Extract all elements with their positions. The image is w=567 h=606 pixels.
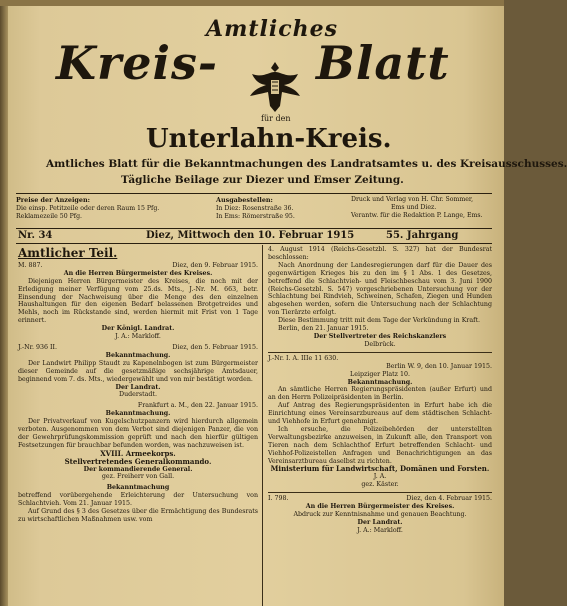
publisher-line-1: Druck und Verlag von H. Chr. Sommer, — [351, 196, 474, 203]
article-3-general: Der kommandierende General. — [83, 465, 193, 473]
info-bar — [16, 193, 492, 229]
right-decree: Nach Anordnung der Landesregierungen darf für die Dauer des gegenwärtigen Krieges bis zu den im § 1 Abs. 1 des Gesetzes, betreffend die Schlachtvieh- und Fleischbeschau vom 3. Juni 1900 (Reichs-Gesetzbl. S. 547) vorgeschriebenen Untersuchung vor der Schlachtung bei Rindvieh, Schweinen, Schafen, Ziegen und Hunden abgesehen werden, sofern die Untersuchung nach der Schlachtung von Tierärzte erfolgt. — [268, 261, 492, 317]
prices-line-1: Die einsp. Petitzeile oder deren Raum 15 Pfg. — [16, 205, 160, 212]
publisher-line-2: Ems und Diez. — [391, 204, 437, 211]
article-3-signature: gez. Freiherr von Gall. — [101, 473, 175, 481]
article-3-command: Stellvertretendes Generalkommando. — [64, 456, 212, 466]
article-3-body: Der Privatverkauf von Kugelschutzpanzern wird hierdurch allgemein verboten. Ausgenommen von dem Verbot sind diejenigen Panzer, die von der Gewehrprüfungskommission geprüft und nach den hierfür gültigen Festsetzungen für brauchbar befunden worden, was nachzuweisen ist. — [18, 418, 258, 449]
masthead-kreis: Kreis- — [56, 36, 218, 90]
article-4-type: Bekanntmachung — [106, 484, 170, 492]
issue-number: Nr. 34 — [18, 230, 53, 241]
masthead-subtitle-1: Amtliches Blatt für die Bekanntmachungen des Landratsamtes u. des Kreisausschusses. — [46, 158, 567, 170]
decree-b-ministry: Ministerium für Landwirtschaft, Domänen und Forsten. — [270, 464, 490, 474]
left-column — [18, 246, 258, 524]
issue-date: Diez, Mittwoch den 10. Februar 1915 — [146, 230, 355, 241]
dateline — [16, 229, 492, 244]
masthead — [16, 6, 567, 196]
decree-b-place: Leipziger Platz 10. — [350, 370, 410, 378]
article-2-sig-2: Duderstadt. — [119, 391, 157, 399]
decree-b-body-3: Ich ersuche, die Polizeibehörden der unterstellten Verwaltungsbezirke anzuweisen, in Zukunft alle, den Transport von Tieren nach dem Schlachthof Erfurt betreffenden Schlacht- und Viehhof-Polizeistellen Anfragen und Benachrichtigungen an das Vereinsarztbureau daselbst zu richten. — [268, 425, 492, 465]
outlets-title: Ausgabestellen: — [216, 196, 273, 204]
article-4-body-2: Auf Grund des § 3 des Gesetzes über die Ermächtigung des Bundesrats zu wirtschaftlichen Maßnahmen usw. vom — [18, 508, 258, 523]
info-prices — [16, 196, 166, 221]
decree-b-number: J.-Nr. I. A. IIIe 11 630. — [268, 354, 339, 362]
publisher-line-3: Verantw. für die Redaktion P. Lange, Ems. — [351, 212, 483, 219]
decree-b-date: Berlin W. 9, den 10. Januar 1915. — [386, 362, 492, 370]
masthead-subtitle-2: Tägliche Beilage zur Diezer und Emser Zeitung. — [121, 174, 404, 186]
article-1-number: M. 887. — [18, 261, 43, 269]
info-publisher — [351, 196, 492, 220]
decree-b-signature: gez. Käster. — [361, 481, 399, 489]
info-outlets — [216, 196, 346, 221]
eagle-crest-icon — [246, 58, 304, 116]
decree-b-ja: J. A. — [373, 473, 387, 481]
decree-c-sig-1: Der Landrat. — [357, 518, 403, 526]
issue-year: 55. Jahrgang — [386, 230, 459, 241]
article-1-header — [18, 262, 258, 270]
decree-c-date: Diez, den 4. Februar 1915. — [406, 495, 492, 503]
decree-c-header — [268, 495, 492, 503]
article-2-type: Bekanntmachung. — [105, 351, 171, 359]
masthead-amtliches: Amtliches — [206, 16, 338, 42]
decree-c-sig-2: J. A.: Markloff. — [357, 526, 403, 534]
article-1-body: Diejenigen Herren Bürgermeister des Kreises, die noch mit der Erledigung meiner Verfügung vom 25.ds. Mts., J.-Nr. M. 663, betr. Einsendung der Nachweisung über die Menge des den einzelnen Haushaltungen für den eigenen Bedarf belassenen Brotgetreides und Mehls, noch im Rückstande sind, werden hiermit mit Frist von 1 Tage erinnert. — [18, 277, 258, 325]
article-1-date: Diez, den 9. Februar 1915. — [172, 261, 258, 269]
decree-b-body-1: An sämtliche Herren Regierungspräsidenten (außer Erfurt) und an den Herrn Polizeipräsidenten in Berlin. — [268, 386, 492, 402]
decree-c-body: Abdruck zur Kenntnisnahme und genauen Beachtung. — [293, 511, 467, 518]
decree-b-type: Bekanntmachung. — [347, 378, 413, 386]
article-1-sig-2: J. A.: Markloff. — [115, 333, 161, 341]
article-2-header — [18, 344, 258, 352]
prices-line-2: Reklamezeile 50 Pfg. — [16, 213, 82, 220]
outlets-line-1: In Diez: Rosenstraße 36. — [216, 205, 294, 212]
prices-title: Preise der Anzeigen: — [16, 196, 90, 204]
article-3-date: Frankfurt a. M., den 22. Januar 1915. — [137, 402, 258, 410]
right-place-date: Berlin, den 21. Januar 1915. — [278, 325, 369, 333]
right-intro: 4. August 1914 (Reichs-Gesetzbl. S. 327) hat der Bundesrat beschlossen: — [268, 246, 492, 261]
book-spine-shadow — [0, 0, 8, 606]
column-divider — [262, 245, 263, 606]
outlets-line-2: In Ems: Römerstraße 95. — [216, 213, 295, 220]
decree-b-body-2: Auf Antrag des Regierungspräsidenten in Erfurt habe ich die Einrichtung eines Vereinsarzbureaus auf dem städtischen Schlacht- und Viehhofe in Erfurt genehmigt. — [268, 402, 492, 426]
decree-c-address: An die Herren Bürgermeister des Kreises. — [305, 503, 455, 511]
section-heading: Amtlicher Teil. — [18, 246, 118, 260]
article-2-body: Der Landwirt Philipp Staudt zu Kapenelnbogen ist zum Bürgermeister dieser Gemeinde auf die gesetzmäßige sechsjährige Amtsdauer, beginnend vom 7. ds. Mts., wiedergewählt und von mir bestätigt worden. — [18, 359, 258, 383]
article-2-number: J.-Nr. 936 II. — [18, 343, 57, 351]
right-column — [268, 246, 492, 535]
article-1-address: An die Herren Bürgermeister des Kreises. — [63, 269, 213, 277]
article-4-body: betreffend vorübergehende Erleichterung der Untersuchung von Schlachtvieh. Vom 21. Januar 1915. — [18, 492, 258, 508]
article-1-sig-1: Der Königl. Landrat. — [101, 325, 175, 333]
article-2-date: Diez, den 5. Februar 1915. — [172, 343, 258, 351]
decree-c-number: I. 798. — [268, 495, 289, 503]
masthead-blatt: Blatt — [316, 36, 450, 90]
masthead-fuer-den: für den — [261, 114, 291, 123]
masthead-unterlahn: Unterlahn-Kreis. — [146, 124, 392, 154]
right-signer-name: Delbrück. — [364, 340, 396, 348]
article-3-type: Bekanntmachung. — [105, 410, 171, 418]
article-2-sig-1: Der Landrat. — [115, 383, 161, 391]
article-3-corps: XVIII. Armeekorps. — [100, 448, 176, 458]
right-effective: Diese Bestimmung tritt mit dem Tage der Verkündung in Kraft. — [278, 317, 481, 325]
right-signer-title: Der Stellvertreter des Reichskanzlers — [313, 332, 447, 340]
